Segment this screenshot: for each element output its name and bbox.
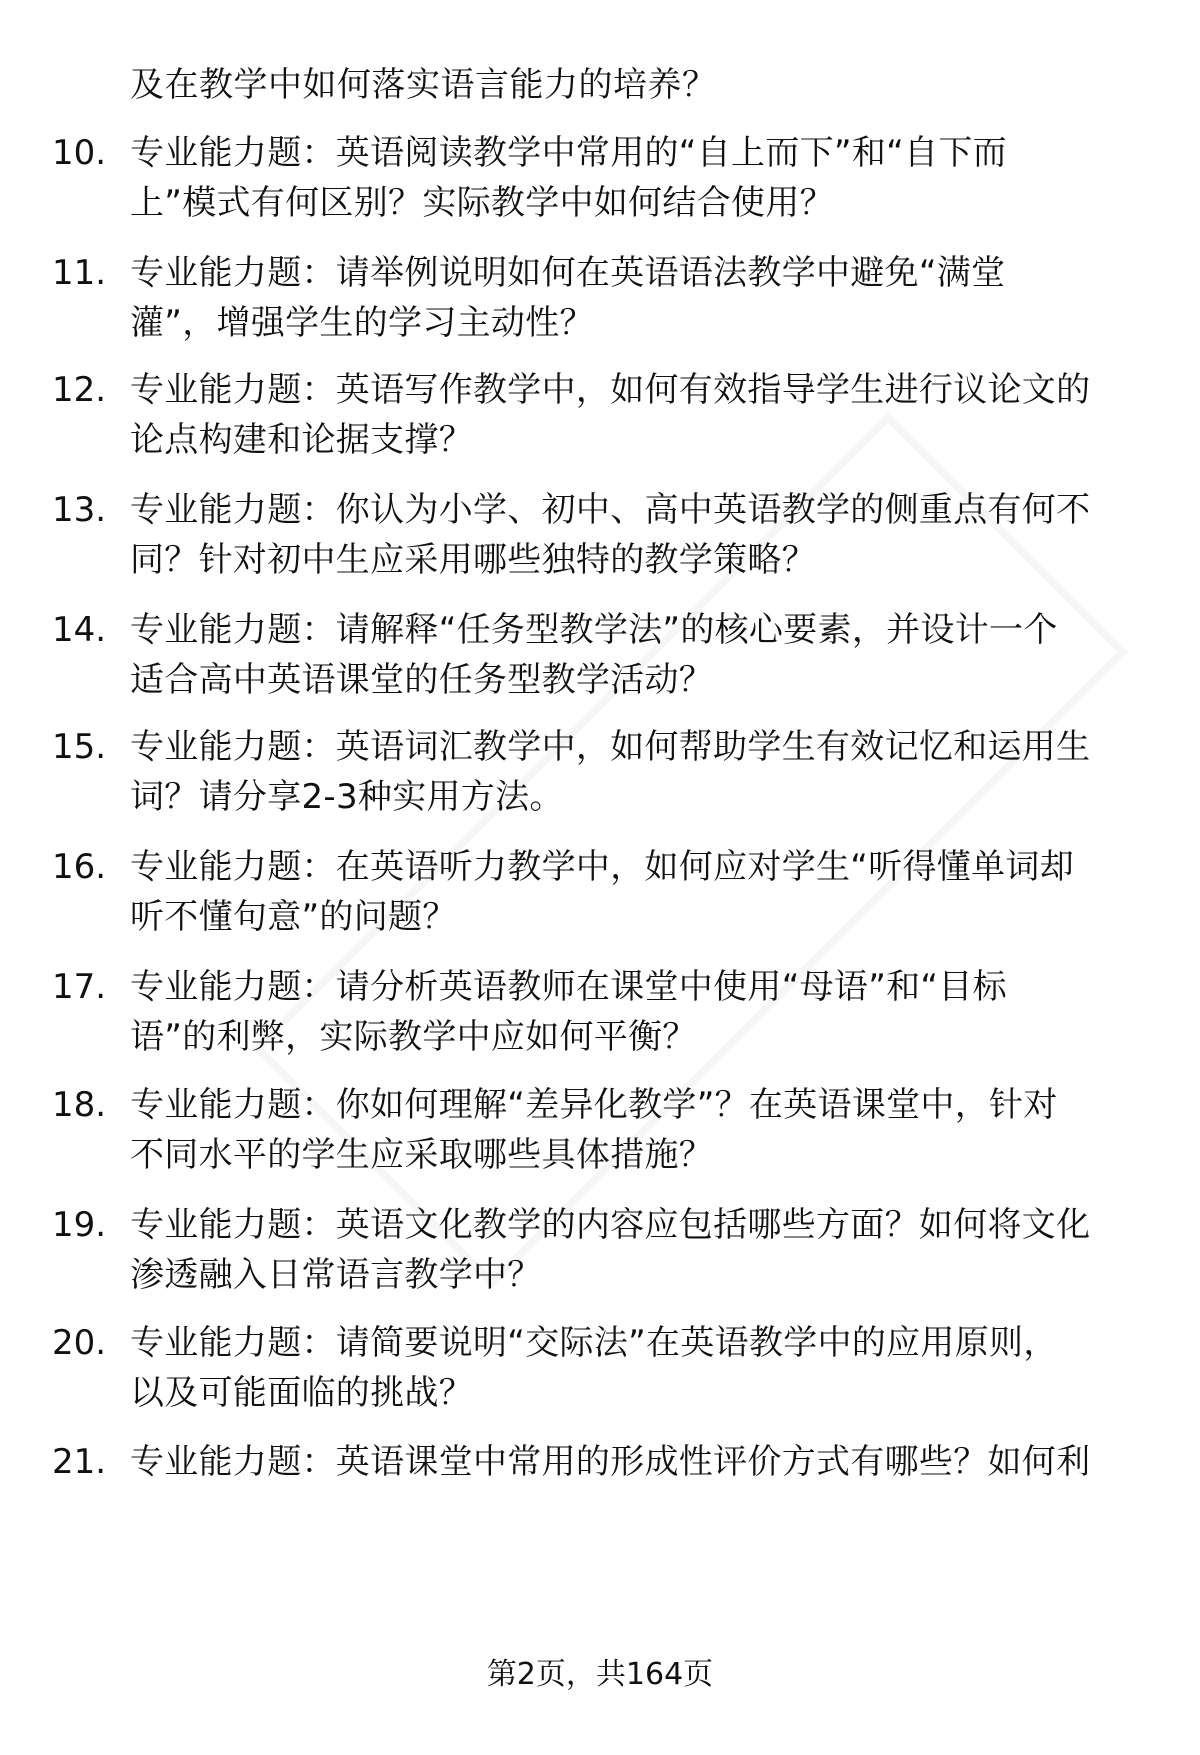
question-number: 11. — [52, 253, 107, 293]
question-number: 10. — [52, 133, 107, 173]
question-text — [130, 842, 1155, 942]
question-item — [52, 842, 1152, 946]
question-number: 18. — [52, 1085, 107, 1125]
question-number: 13. — [52, 490, 107, 530]
question-line-2: 同？针对初中生应采用哪些独特的教学策略？ — [130, 540, 816, 580]
question-text — [130, 722, 1155, 822]
question-text — [130, 248, 1155, 348]
question-item — [52, 248, 1152, 352]
page-footer: 第2页，共164页 — [486, 1657, 714, 1692]
question-text — [130, 1318, 1155, 1418]
question-line-1: 专业能力题：你认为小学、初中、高中英语教学的侧重点有何不 — [130, 490, 1091, 530]
question-item — [52, 962, 1152, 1066]
question-number: 14. — [52, 610, 107, 650]
question-line-1: 专业能力题：你如何理解“差异化教学”？在英语课堂中，针对 — [130, 1085, 1058, 1125]
question-text — [130, 1200, 1155, 1300]
continued-question-text: 及在教学中如何落实语言能力的培养？ — [130, 65, 717, 105]
question-number: 21. — [52, 1442, 107, 1482]
question-number: 20. — [52, 1323, 107, 1363]
question-text — [130, 1437, 1155, 1487]
question-number: 17. — [52, 967, 107, 1007]
question-line-1: 专业能力题：请简要说明“交际法”在英语教学中的应用原则， — [130, 1323, 1058, 1363]
question-line-1: 专业能力题：在英语听力教学中，如何应对学生“听得懂单词却 — [130, 847, 1075, 887]
question-line-1: 专业能力题：英语阅读教学中常用的“自上而下”和“自下而 — [130, 133, 1007, 173]
question-item — [52, 1437, 1152, 1541]
question-line-2: 上”模式有何区别？实际教学中如何结合使用？ — [130, 183, 834, 223]
question-text — [130, 605, 1155, 705]
question-line-2: 以及可能面临的挑战？ — [130, 1373, 473, 1413]
question-number: 19. — [52, 1205, 107, 1245]
question-line-2: 渗透融入日常语言教学中？ — [130, 1255, 542, 1295]
question-item — [52, 365, 1152, 469]
question-text — [130, 1080, 1155, 1180]
question-text — [130, 485, 1155, 585]
question-item — [52, 1080, 1152, 1184]
question-item — [52, 722, 1152, 826]
question-text — [130, 962, 1155, 1062]
question-item — [52, 1318, 1152, 1422]
question-line-1: 专业能力题：英语写作教学中，如何有效指导学生进行议论文的 — [130, 370, 1091, 410]
question-text — [130, 365, 1155, 465]
question-line-2: 听不懂句意”的问题？ — [130, 897, 457, 937]
question-line-2: 适合高中英语课堂的任务型教学活动？ — [130, 660, 714, 700]
question-number: 12. — [52, 370, 107, 410]
question-line-2: 论点构建和论据支撑？ — [130, 420, 473, 460]
question-item — [52, 128, 1152, 232]
question-number: 15. — [52, 727, 107, 767]
question-line-2: 灌”，增强学生的学习主动性？ — [130, 303, 594, 343]
question-line-1: 专业能力题：请分析英语教师在课堂中使用“母语”和“目标 — [130, 967, 1007, 1007]
question-text — [130, 128, 1155, 228]
question-line-1: 专业能力题：英语词汇教学中，如何帮助学生有效记忆和运用生 — [130, 727, 1091, 767]
question-number: 16. — [52, 847, 107, 887]
question-item — [52, 1200, 1152, 1304]
question-line-1: 专业能力题：请举例说明如何在英语语法教学中避免“满堂 — [130, 253, 1006, 293]
question-line-2: 语”的利弊，实际教学中应如何平衡？ — [130, 1017, 697, 1057]
question-line-2: 词？请分享2-3种实用方法。 — [130, 777, 564, 817]
question-line-2: 不同水平的学生应采取哪些具体措施？ — [130, 1135, 714, 1175]
question-item — [52, 485, 1152, 589]
question-line-1: 专业能力题：请解释“任务型教学法”的核心要素，并设计一个 — [130, 610, 1058, 650]
question-item — [52, 605, 1152, 709]
question-line-1: 专业能力题：英语课堂中常用的形成性评价方式有哪些？如何利 — [130, 1442, 1091, 1482]
question-line-1: 专业能力题：英语文化教学的内容应包括哪些方面？如何将文化 — [130, 1205, 1091, 1245]
